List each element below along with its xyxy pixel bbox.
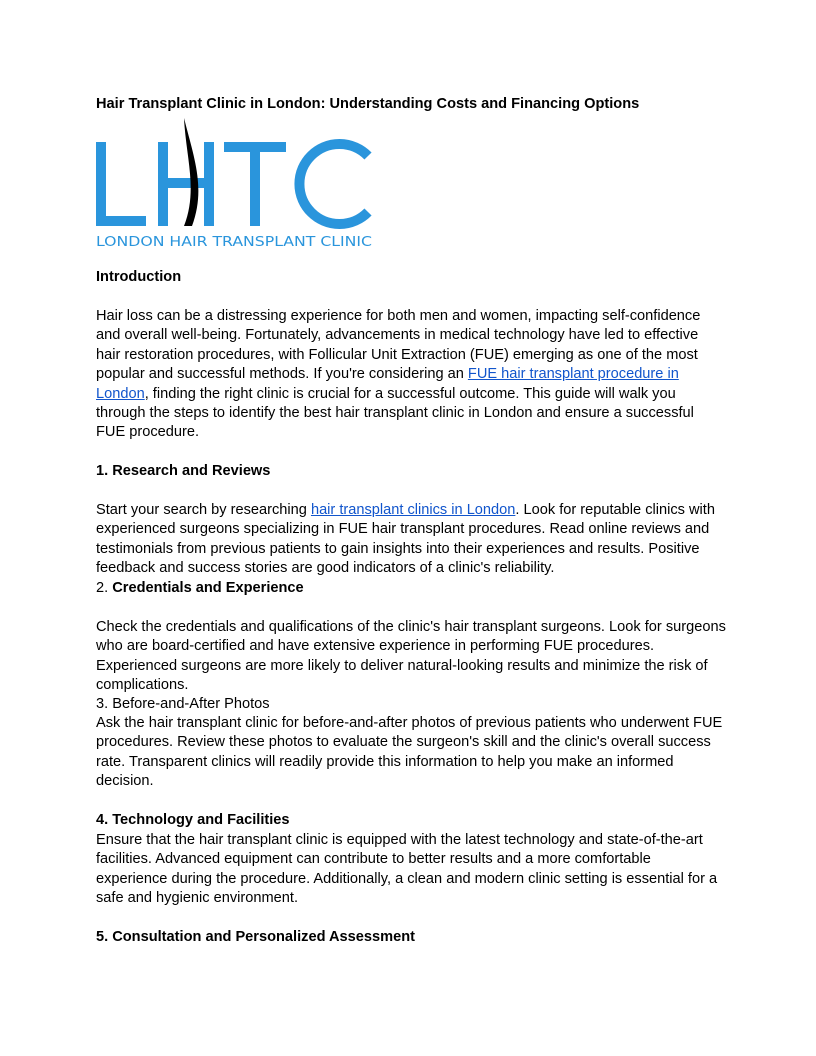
intro-paragraph [96, 307, 726, 443]
section2-heading: Credentials and Experience [112, 580, 304, 596]
section1-text-end: . Look for reputable clinics with experienced surgeons specializing in FUE hair transplant procedures. Read online reviews and testimonials from previous patients to gain insights into their experiences and results. Positive feedback and success stories are good indicators of a clinic's reliability. [96, 502, 715, 577]
lhtc-logo-graphic [96, 118, 376, 250]
logo-letter-t-stem [250, 142, 260, 226]
clinics-london-link[interactable]: hair transplant clinics in London [310, 502, 516, 518]
section3-heading: 3. Before-and-After Photos [96, 696, 270, 712]
section2-heading-line [96, 579, 726, 598]
logo-letter-l [96, 142, 146, 226]
intro-heading: Introduction [96, 269, 182, 285]
intro-text-end: , finding the right clinic is crucial for a successful outcome. This guide will walk you through the steps to identify the best hair transplant clinic in London and ensure a successful FUE procedure. [96, 385, 694, 441]
fue-procedure-link[interactable]: FUE hair transplant procedure in London [96, 366, 679, 402]
section2-paragraph: Check the credentials and qualifications of the clinic's hair transplant surgeons. Look for surgeons who are board-certified and have extensive experience in performing FUE procedures. Experienced surgeons are more likely to deliver natural-looking results and minimize the risk of complications. [96, 619, 726, 694]
hair-strand-icon [184, 118, 198, 226]
logo-letter-c [299, 144, 368, 224]
section4-paragraph: Ensure that the hair transplant clinic is equipped with the latest technology and state-of-the-art facilities. Advanced equipment can contribute to better results and a more comfortable experience during the procedure. Additionally, a clean and modern clinic setting is essential for a safe and hygienic environment. [96, 832, 718, 907]
section5-heading: 5. Consultation and Personalized Assessment [96, 929, 415, 945]
section3-paragraph: Ask the hair transplant clinic for before-and-after photos of previous patients who underwent FUE procedures. Review these photos to evaluate the surgeon's skill and the clinic's overall success rate. Transparent clinics will readily provide this information to help you make an informed decision. [96, 715, 723, 790]
clinic-logo [96, 118, 376, 250]
document-title: Hair Transplant Clinic in London: Understanding Costs and Financing Options [96, 96, 640, 112]
logo-tagline: LONDON HAIR TRANSPLANT CLINIC [96, 235, 372, 250]
section1-paragraph [96, 501, 726, 579]
section2-number: 2. [96, 580, 113, 596]
section1-heading: 1. Research and Reviews [96, 463, 271, 479]
section1-text-start: Start your search by researching [96, 502, 311, 518]
logo-letter-h-right [204, 142, 214, 226]
intro-text-start: Hair loss can be a distressing experience for both men and women, impacting self-confidence and overall well-being. Fortunately, advancements in medical technology have led to effective hair restoration procedures, with Follicular Unit Extraction (FUE) emerging as one of the most popular and successful methods. If you're considering an [96, 308, 701, 383]
section4-heading: 4. Technology and Facilities [96, 812, 290, 828]
